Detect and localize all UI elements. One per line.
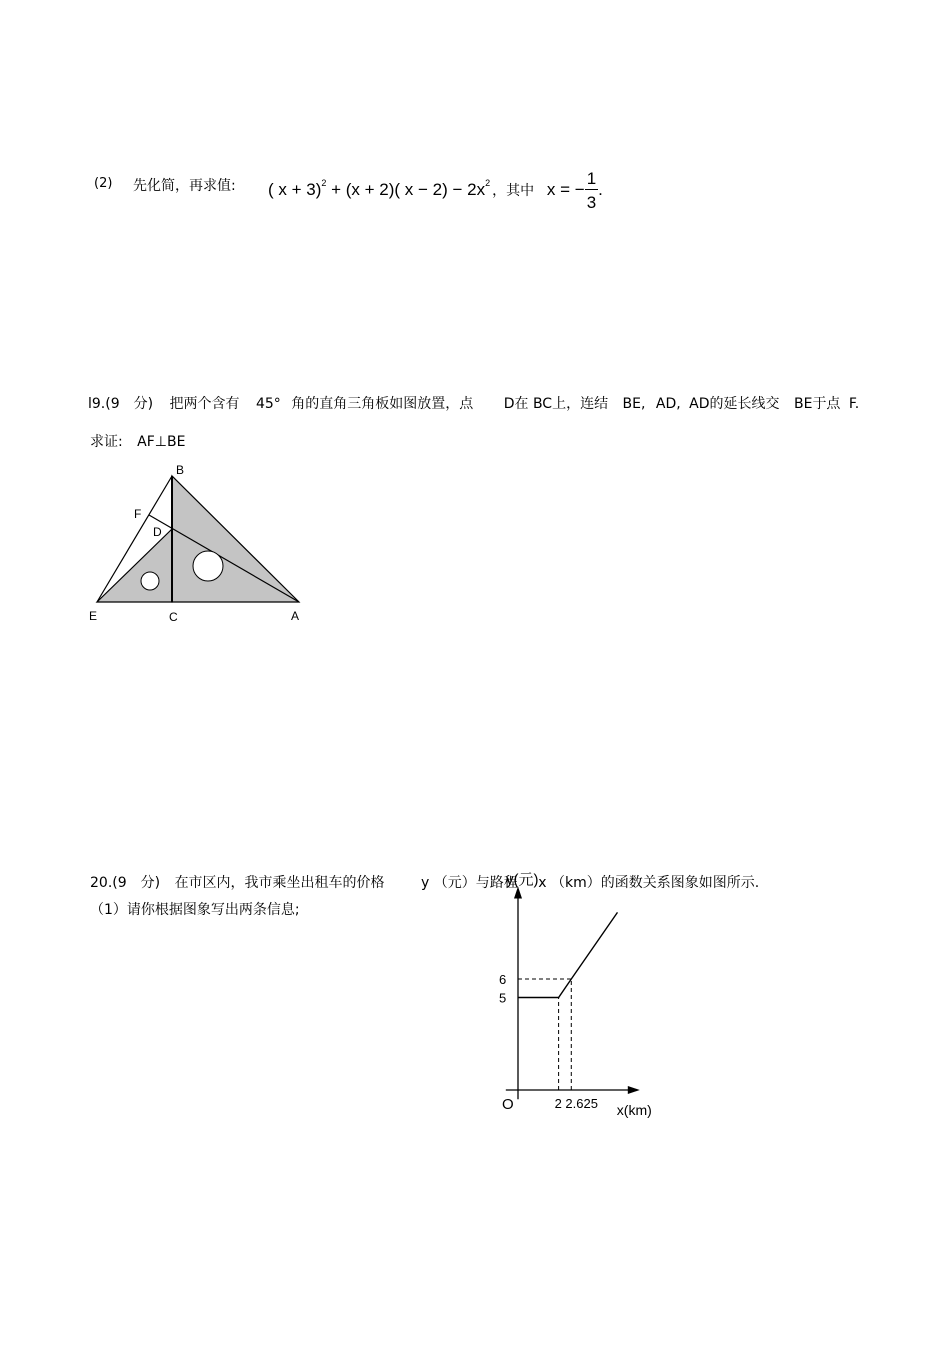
expr-var: x = − bbox=[546, 180, 585, 199]
q19-label: l9.(9 分) bbox=[88, 396, 154, 412]
triangle-figure bbox=[80, 460, 320, 635]
q19-segment-ad2: AD bbox=[689, 396, 710, 412]
q19-prove-statement: AF⊥BE bbox=[137, 434, 186, 450]
y-axis-label: y(元) bbox=[506, 871, 539, 889]
expr-part2: + (x + 2)( x − 2) − 2x bbox=[326, 180, 486, 199]
q19-text-a: 把两个含有 bbox=[169, 396, 240, 412]
x-tick-labels: 2 2.625 bbox=[554, 1096, 598, 1111]
q19-text-f: 于点 bbox=[812, 396, 841, 412]
q20-sub1: （1）请你根据图象写出两条信息; bbox=[90, 902, 300, 918]
fraction-numerator: 1 bbox=[586, 169, 597, 189]
fraction bbox=[585, 170, 598, 211]
q20-var-x: x bbox=[538, 875, 547, 891]
y-tick-label: 5 bbox=[499, 990, 507, 1006]
question-19-statement bbox=[88, 393, 859, 413]
x-axis-label: x(km) bbox=[616, 1102, 652, 1118]
label-e: E bbox=[89, 609, 98, 623]
q20-text-b: （元）与路程 bbox=[433, 875, 518, 891]
expr-sep: ，其中 bbox=[492, 182, 535, 198]
question-20-statement bbox=[90, 872, 759, 892]
q19-segment-be: BE, bbox=[622, 396, 646, 412]
label-f: F bbox=[134, 507, 142, 521]
hole-small bbox=[141, 572, 159, 590]
expr-end: . bbox=[598, 180, 603, 199]
sub-question-instruction: 先化简，再求值: bbox=[133, 178, 236, 194]
q20-text-c: （km）的函数关系图象如图所示. bbox=[550, 875, 760, 891]
hole-large bbox=[193, 551, 223, 581]
q20-text-a: 在市区内，我市乘坐出租车的价格 bbox=[174, 875, 385, 891]
label-a: A bbox=[291, 609, 300, 623]
fraction-denominator: 3 bbox=[586, 193, 597, 213]
q19-prove bbox=[90, 431, 185, 451]
q19-segment-bc: BC bbox=[532, 396, 553, 412]
label-d: D bbox=[153, 525, 162, 539]
q20-var-y: y bbox=[421, 875, 430, 891]
expr-exp1: 2 bbox=[321, 178, 327, 188]
q19-text-c: 在 bbox=[514, 396, 529, 412]
label-c: C bbox=[169, 610, 178, 624]
series-line-0 bbox=[518, 912, 617, 997]
expr-exp2: 2 bbox=[485, 178, 491, 188]
sub-question-number: (2) bbox=[94, 176, 113, 191]
y-tick-label: 6 bbox=[499, 972, 507, 987]
q19-text-e: 的延长线交 bbox=[709, 396, 780, 412]
q19-segment-be2: BE bbox=[793, 396, 813, 412]
expr-part1: ( x + 3) bbox=[268, 180, 322, 199]
origin-label: O bbox=[502, 1096, 514, 1113]
q19-text-d: 上，连结 bbox=[552, 396, 609, 412]
q19-point-d: D bbox=[503, 396, 515, 412]
q19-prove-label: 求证: bbox=[90, 434, 123, 450]
q20-label: 20.(9 分) bbox=[90, 875, 161, 891]
q19-text-b: 角的直角三角板如图放置，点 bbox=[291, 396, 474, 412]
label-b: B bbox=[176, 463, 185, 477]
x-axis-arrow bbox=[628, 1086, 640, 1094]
q19-segment-ad: AD, bbox=[655, 396, 681, 412]
simplify-expression bbox=[268, 163, 603, 211]
q19-angle: 45° bbox=[255, 396, 281, 412]
q19-point-f: F. bbox=[848, 396, 860, 412]
